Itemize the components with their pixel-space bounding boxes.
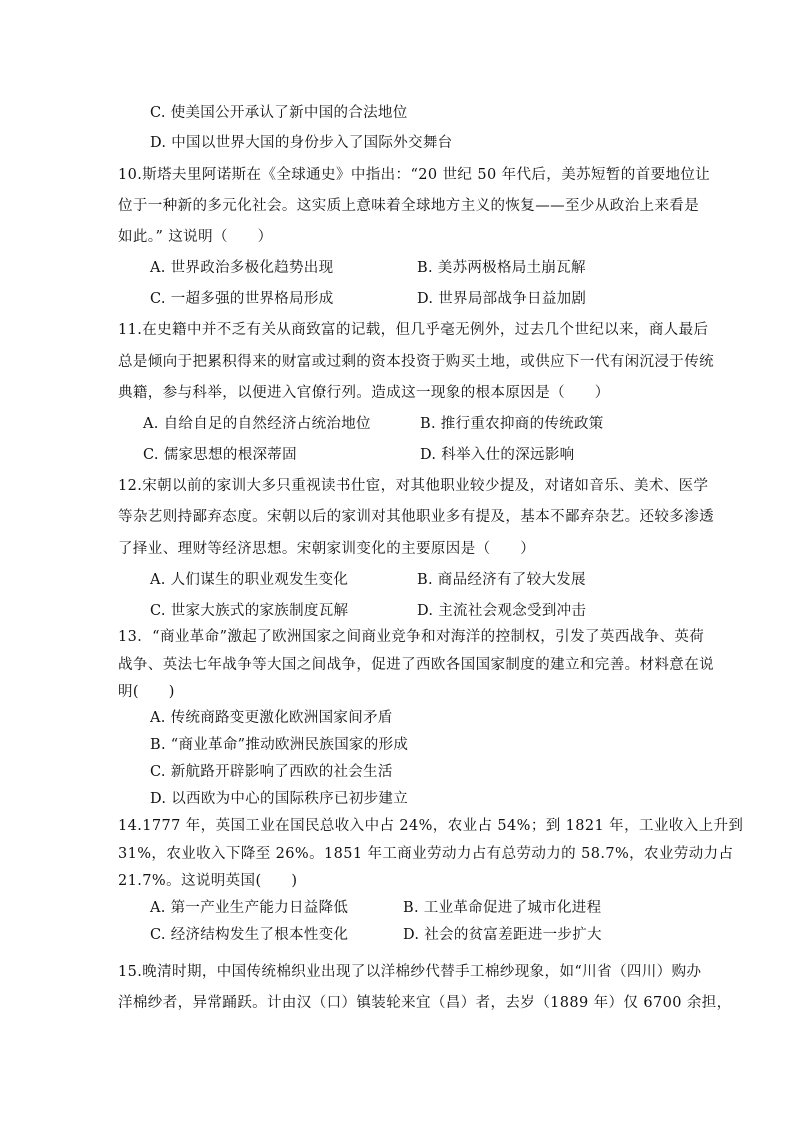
q15-stem-line-2: 洋棉纱者，异常踊跃。计由汉（口）镇装轮来宜（昌）者，去岁（1889 年）仅 6700 余担，	[118, 995, 732, 1011]
q14-stem-line-2: 31%，农业收入下降至 26%。1851 年工商业劳动力占有总劳动力的 58.7%，农业劳动力占	[118, 846, 734, 862]
q13-option-a: A. 传统商路变更激化欧洲国家间矛盾	[150, 710, 393, 726]
q10-option-b: B. 美苏两极格局土崩瓦解	[417, 260, 586, 276]
q12-option-c: C. 世家大族式的家族制度瓦解	[150, 603, 349, 619]
q11-option-a: A. 自给自足的自然经济占统治地位	[143, 416, 371, 432]
q11-option-b: B. 推行重农抑商的传统政策	[420, 416, 604, 432]
q13-stem-line-3: 明( )	[118, 684, 175, 700]
q12-stem-line-3: 了择业、理财等经济思想。宋朝家训变化的主要原因是（ ）	[118, 541, 536, 557]
q14-stem-line-1: 14.1777 年，英国工业在国民总收入中占 24%，农业占 54%；到 1821 年，工业收入上升到	[118, 818, 744, 834]
q9-option-d: D. 中国以世界大国的身份步入了国际外交舞台	[150, 135, 453, 151]
q14-option-a: A. 第一产业生产能力日益降低	[150, 900, 349, 916]
q14-option-b: B. 工业革命促进了城市化进程	[403, 900, 602, 916]
q11-option-d: D. 科举入仕的深远影响	[420, 447, 575, 463]
q15-stem-line-1: 15.晚清时期，中国传统棉织业出现了以洋棉纱代替手工棉纱现象，如“川省（四川）购办	[118, 964, 702, 980]
q13-stem-line-2: 战争、英法七年战争等大国之间战争，促进了西欧各国国家制度的建立和完善。材料意在说	[118, 657, 714, 673]
q10-stem-line-3: 如此。” 这说明（ ）	[118, 229, 273, 245]
q10-stem-line-2: 位于一种新的多元化社会。这实质上意味着全球地方主义的恢复——至少从政治上来看是	[118, 198, 700, 214]
q13-option-b: B. “商业革命”推动欧洲民族国家的形成	[150, 737, 409, 753]
q12-option-d: D. 主流社会观念受到冲击	[417, 603, 587, 619]
q14-option-d: D. 社会的贫富差距进一步扩大	[403, 927, 602, 943]
q12-option-b: B. 商品经济有了较大发展	[417, 572, 586, 588]
q14-stem-line-3: 21.7%。这说明英国( )	[118, 873, 298, 889]
q13-option-c: C. 新航路开辟影响了西欧的社会生活	[150, 764, 393, 780]
q10-stem-line-1: 10.斯塔夫里阿诺斯在《全球通史》中指出：“20 世纪 50 年代后，美苏短暂的首要地位让	[118, 167, 711, 183]
q10-option-c: C. 一超多强的世界格局形成	[150, 291, 334, 307]
q13-stem-line-1: 13．“商业革命”激起了欧洲国家之间商业竞争和对海洋的控制权，引发了英西战争、英荷	[118, 629, 705, 645]
q13-option-d: D. 以西欧为中心的国际秩序已初步建立	[150, 791, 409, 807]
q11-stem-line-2: 总是倾向于把累积得来的财富或过剩的资本投资于购买土地，或供应下一代有闲沉浸于传统	[118, 354, 714, 370]
q10-option-d: D. 世界局部战争日益加剧	[417, 291, 587, 307]
q10-option-a: A. 世界政治多极化趋势出现	[150, 260, 334, 276]
q9-option-c: C. 使美国公开承认了新中国的合法地位	[150, 105, 408, 121]
q11-option-c: C. 儒家思想的根深蒂固	[143, 447, 297, 463]
q11-stem-line-1: 11.在史籍中并不乏有关从商致富的记载，但几乎毫无例外，过去几个世纪以来，商人最后	[118, 322, 709, 338]
q14-option-c: C. 经济结构发生了根本性变化	[150, 927, 349, 943]
q12-stem-line-2: 等杂艺则持鄙弃态度。宋朝以后的家训对其他职业多有提及，基本不鄙弃杂艺。还较多渗透	[118, 509, 714, 525]
q11-stem-line-3: 典籍，参与科举，以便进入官僚行列。造成这一现象的根本原因是（ ）	[118, 385, 610, 401]
q12-option-a: A. 人们谋生的职业观发生变化	[150, 572, 349, 588]
q12-stem-line-1: 12.宋朝以前的家训大多只重视读书仕宦，对其他职业较少提及，对诸如音乐、美术、医学	[118, 478, 709, 494]
